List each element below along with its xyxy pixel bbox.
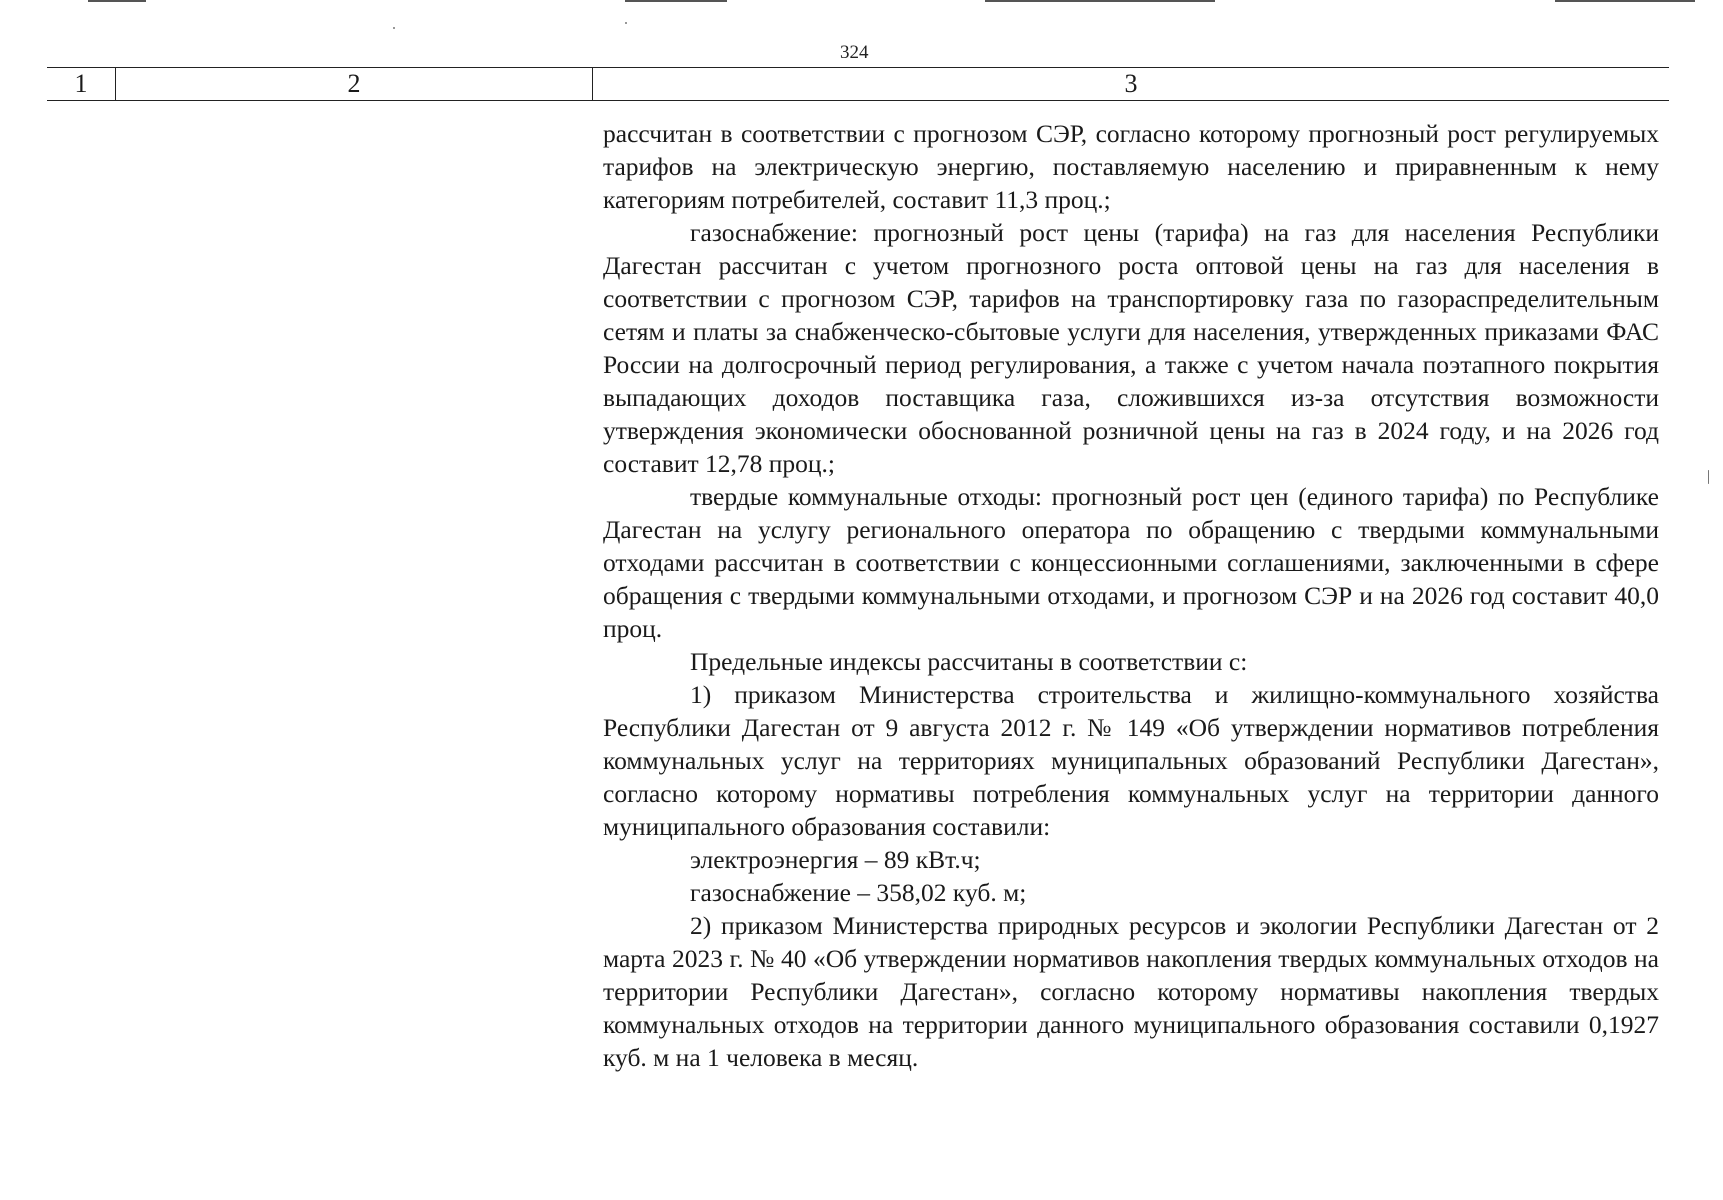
paragraph-norm-electricity: электроэнергия – 89 кВт.ч; <box>690 845 981 874</box>
scan-speck <box>393 27 395 29</box>
paragraph-electricity-continued: рассчитан в соответствии с прогнозом СЭР, согласно которому прогнозный рост регулируемых тарифов на электрическую энергию, поставляемую населению и приравненным к нему категориям потребителей, составит 11,3 проц.; <box>603 119 1659 214</box>
scan-edge-mark <box>1555 0 1695 2</box>
paragraph-solid-waste: твердые коммунальные отходы: прогнозный рост цен (единого тарифа) по Республике Дагестан на услугу регионального оператора по обращению с твердыми коммунальными отходами рассчитан в соответствии с концессионными соглашениями, заключенными в сфере обращения с твердыми коммунальными отходами, и прогнозом СЭР и на 2026 год составит 40,0 проц. <box>603 482 1659 643</box>
column-number-1: 1 <box>47 68 116 100</box>
scan-edge-mark <box>88 0 146 2</box>
scan-speck <box>625 22 627 24</box>
paragraph-order-ecology: 2) приказом Министерства природных ресурсов и экологии Республики Дагестан от 2 марта 2023 г. № 40 «Об утверждении нормативов накопления твердых коммунальных отходов на территории Республики Дагестан», согласно которому нормативы накопления твердых коммунальных отходов на территории данного муниципального образования составили 0,1927 куб. м на 1 человека в месяц. <box>603 911 1659 1072</box>
scan-edge-mark <box>625 0 727 2</box>
column-number-2: 2 <box>116 68 593 100</box>
scan-speck <box>1708 470 1709 484</box>
paragraph-indices-intro: Предельные индексы рассчитаны в соответствии с: <box>690 647 1248 676</box>
paragraph-gas-supply: газоснабжение: прогнозный рост цены (тарифа) на газ для населения Республики Дагестан рассчитан с учетом прогнозного роста оптовой цены на газ для населения в соответствии с прогнозом СЭР, тарифов на транспортировку газа по газораспределительным сетям и платы за снабженческо-сбытовые услуги для населения, утвержденных приказами ФАС России на долгосрочный период регулирования, а также с учетом начала поэтапного покрытия выпадающих доходов поставщика газа, сложившихся из-за отсутствия возможности утверждения экономически обоснованной розничной цены на газ в 2024 году, и на 2026 год составит 12,78 проц.; <box>603 218 1659 478</box>
paragraph-norm-gas: газоснабжение – 358,02 куб. м; <box>690 878 1027 907</box>
document-body <box>603 117 1659 1074</box>
page-number: 324 <box>840 42 869 63</box>
column-number-3: 3 <box>1124 69 1138 98</box>
table-header-row <box>47 67 1669 101</box>
scan-edge-mark <box>985 0 1215 2</box>
paragraph-order-construction: 1) приказом Министерства строительства и жилищно-коммунального хозяйства Республики Дагестан от 9 августа 2012 г. № 149 «Об утверждении нормативов потребления коммунальных услуг на территориях муниципальных образований Республики Дагестан», согласно которому нормативы потребления коммунальных услуг на территории данного муниципального образования составили: <box>603 680 1659 841</box>
